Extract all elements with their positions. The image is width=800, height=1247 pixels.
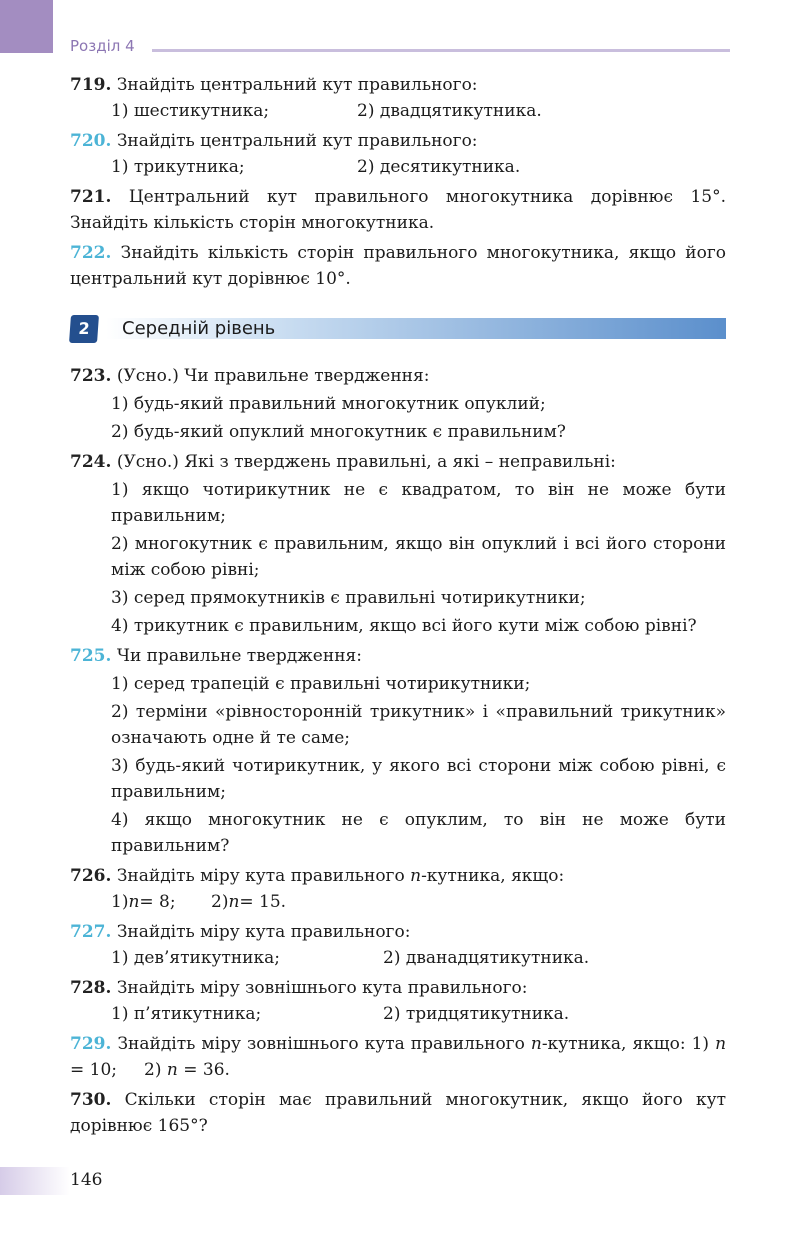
exercise-item: 1) якщо чотирикутник не є квадратом, то він не може бути правильним; bbox=[111, 480, 726, 526]
exercise-number: 728. bbox=[70, 978, 112, 998]
exercise-722 bbox=[70, 240, 726, 292]
exercise-item: 1) будь-який правильний многокутник опуклий; bbox=[111, 394, 546, 414]
exercise-options bbox=[70, 98, 726, 124]
exercise-number: 723. bbox=[70, 366, 112, 386]
option-b: 2)n= 15. bbox=[211, 892, 287, 912]
level-badge-icon: 2 bbox=[69, 315, 99, 343]
page-number: 146 bbox=[70, 1170, 103, 1190]
exercise-options bbox=[70, 1001, 726, 1027]
exercise-727 bbox=[70, 919, 726, 971]
exercise-726 bbox=[70, 863, 726, 915]
exercise-number: 729. bbox=[70, 1034, 112, 1054]
exercise-item: 2) многокутник є правильним, якщо він опуклий і всі його сторони між собою рівні; bbox=[111, 534, 726, 580]
exercise-options bbox=[70, 154, 726, 180]
exercise-text: (Усно.) Які з тверджень правильні, а які – неправильні: bbox=[116, 452, 616, 472]
exercise-text: Знайдіть кількість сторін правильного многокутника, якщо його центральний кут дорівнює 10°. bbox=[70, 243, 726, 289]
header-rule bbox=[152, 49, 730, 52]
exercise-text: Знайдіть міру зовнішнього кута правильного: bbox=[116, 978, 528, 998]
exercise-text: Знайдіть центральний кут правильного: bbox=[116, 75, 478, 95]
exercise-730 bbox=[70, 1087, 726, 1139]
option-b: 2) дванадцятикутника. bbox=[383, 948, 590, 968]
exercise-text: (Усно.) Чи правильне твердження: bbox=[116, 366, 430, 386]
page-content bbox=[70, 72, 726, 1143]
exercise-number: 719. bbox=[70, 75, 112, 95]
page-number-strip bbox=[0, 1167, 70, 1195]
option-b: 2) тридцятикутника. bbox=[383, 1004, 570, 1024]
exercise-options bbox=[70, 889, 726, 915]
exercise-text: Знайдіть міру кута правильного: bbox=[116, 922, 411, 942]
exercise-text: Знайдіть міру зовнішнього кута правильного bbox=[117, 1034, 531, 1054]
exercise-item: 2) терміни «рівносторонній трикутник» і «правильний трикутник» означають одне й те саме; bbox=[111, 702, 726, 748]
exercise-721 bbox=[70, 184, 726, 236]
exercise-number: 722. bbox=[70, 243, 112, 263]
option-b: 2) двадцятикутника. bbox=[357, 101, 542, 121]
exercise-item: 3) серед прямокутників є правильні чотирикутники; bbox=[111, 588, 586, 608]
option-b: 2) десятикутника. bbox=[357, 157, 521, 177]
exercise-number: 730. bbox=[70, 1090, 112, 1110]
option-a: 1) трикутника; bbox=[111, 157, 245, 177]
exercise-text: Скільки сторін має правильний многокутник, якщо його кут дорівнює 165°? bbox=[70, 1090, 726, 1136]
level-heading bbox=[70, 315, 726, 341]
exercise-text: Знайдіть міру кута правильного bbox=[116, 866, 411, 886]
corner-decoration bbox=[0, 0, 53, 53]
exercise-723 bbox=[70, 363, 726, 445]
exercise-number: 727. bbox=[70, 922, 112, 942]
exercise-number: 725. bbox=[70, 646, 112, 666]
exercise-text: Центральний кут правильного многокутника дорівнює 15°. Знайдіть кількість сторін многокутника. bbox=[70, 187, 726, 233]
exercise-text-cont: -кутника, якщо: bbox=[421, 866, 565, 886]
option-a: 1)n= 8; bbox=[111, 892, 176, 912]
exercise-item: 1) серед трапецій є правильні чотирикутники; bbox=[111, 674, 531, 694]
exercise-729: 729. Знайдіть міру зовнішнього кута правильного n-кутника, якщо: 1) n = 10; 2) n = 36. bbox=[70, 1034, 727, 1080]
level-title: Середній рівень bbox=[122, 318, 276, 339]
exercise-number: 724. bbox=[70, 452, 112, 472]
exercise-728 bbox=[70, 975, 726, 1027]
exercise-number: 721. bbox=[70, 187, 112, 207]
exercise-720 bbox=[70, 128, 726, 180]
exercise-item: 4) якщо многокутник не є опуклим, то він не може бути правильним? bbox=[111, 810, 726, 856]
exercise-options bbox=[70, 945, 726, 971]
exercise-text: Знайдіть центральний кут правильного: bbox=[116, 131, 478, 151]
exercise-725 bbox=[70, 643, 726, 859]
exercise-item: 4) трикутник є правильним, якщо всі його кути між собою рівні? bbox=[111, 616, 697, 636]
option-a: 1) дев’ятикутника; bbox=[111, 948, 280, 968]
section-header bbox=[70, 36, 730, 56]
exercise-number: 726. bbox=[70, 866, 112, 886]
option-a: 1) шестикутника; bbox=[111, 101, 270, 121]
exercise-item: 2) будь-який опуклий многокутник є правильним? bbox=[111, 422, 566, 442]
exercise-text: Чи правильне твердження: bbox=[116, 646, 362, 666]
exercise-number: 720. bbox=[70, 131, 112, 151]
section-label: Розділ 4 bbox=[70, 37, 135, 55]
exercise-724 bbox=[70, 449, 726, 639]
option-a: 1) п’ятикутника; bbox=[111, 1004, 262, 1024]
exercise-item: 3) будь-який чотирикутник, у якого всі сторони між собою рівні, є правильним; bbox=[111, 756, 726, 802]
exercise-719 bbox=[70, 72, 726, 124]
variable-n: n bbox=[410, 866, 422, 886]
